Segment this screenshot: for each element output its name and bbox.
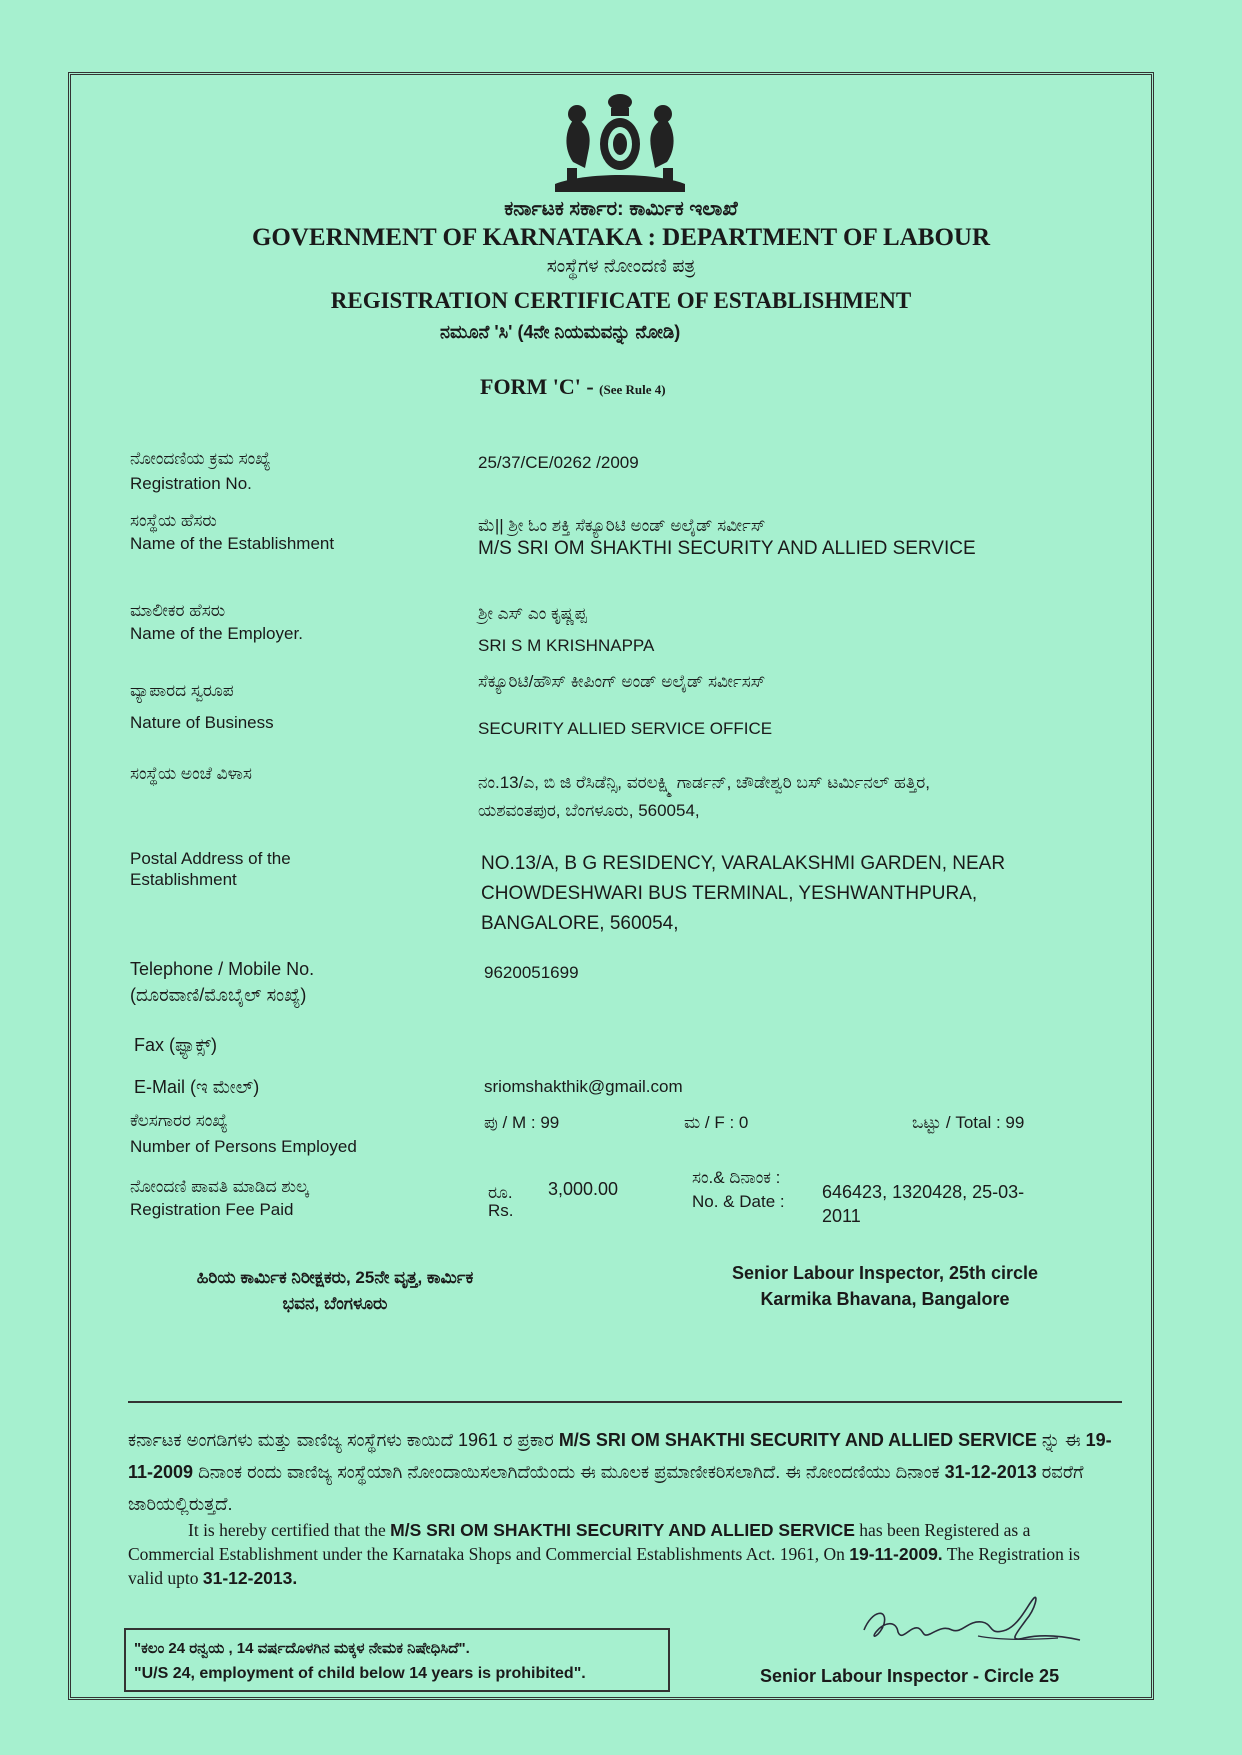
karnataka-emblem-icon bbox=[545, 88, 695, 196]
persons-label: Number of Persons Employed bbox=[130, 1137, 357, 1156]
signatory-en-line1: Senior Labour Inspector, 25th circle bbox=[731, 1263, 1039, 1283]
fee-label: Registration Fee Paid bbox=[130, 1200, 294, 1219]
fee-rs-kn: ರೂ. bbox=[488, 1183, 513, 1202]
address-line1: NO.13/A, B G RESIDENCY, VARALAKSHMI GARDEN, NEAR bbox=[481, 853, 1006, 874]
cert-kn-name: M/S SRI OM SHAKTHI SECURITY AND ALLIED SERVICE bbox=[558, 1430, 1037, 1450]
handwritten-signature bbox=[858, 1590, 1088, 1660]
fax-label: Fax (ಫ್ಯಾಕ್ಸ್) bbox=[134, 1035, 218, 1055]
cert-en-date2: 31-12-2013. bbox=[202, 1568, 298, 1588]
fee-no-label-kn: ಸಂ.& ದಿನಾಂಕ : bbox=[692, 1168, 781, 1187]
address-kn-line1: ನಂ.13/ಎ, ಬಿ ಜಿ ರೆಸಿಡೆನ್ಸಿ, ವರಲಕ್ಷ್ಮಿ ಗಾರ್ಡನ್, ಚೌಡೇಶ್ವರಿ ಬಸ್ ಟರ್ಮಿನಲ್ ಹತ್ತಿರ, bbox=[478, 773, 931, 792]
persons-label-kn: ಕೆಲಸಗಾರರ ಸಂಖ್ಯೆ bbox=[130, 1111, 228, 1130]
phone-label-kn: (ದೂರವಾಣಿ/ಮೊಬೈಲ್ ಸಂಖ್ಯೆ) bbox=[130, 985, 307, 1005]
cert-en-a: It is hereby certified that the bbox=[188, 1520, 391, 1540]
employer-label: Name of the Employer. bbox=[130, 624, 303, 643]
cert-kn-d: ರವರೆಗೆ ಜಾರಿಯಲ್ಲಿರುತ್ತದೆ. bbox=[128, 1462, 1084, 1514]
cert-kn-b: ನ್ನು ಈ bbox=[1036, 1430, 1086, 1450]
notice-kn: "ಕಲಂ 24 ರನ್ವಯ , 14 ವರ್ಷದೊಳಗಿನ ಮಕ್ಕಳ ನೇಮಕ ನಿಷೇಧಿಸಿದೆ". bbox=[134, 1640, 470, 1657]
reg-no-label-kn: ನೋಂದಣಿಯ ಕ್ರಮ ಸಂಖ್ಯೆ bbox=[130, 449, 271, 468]
phone-label: Telephone / Mobile No. bbox=[130, 959, 315, 979]
cert-en-c: The Registration is valid upto bbox=[128, 1544, 1080, 1588]
address-label-1: Postal Address of the bbox=[130, 849, 291, 868]
fee-amount: 3,000.00 bbox=[548, 1179, 619, 1199]
notice-en: "U/S 24, employment of child below 14 years is prohibited". bbox=[134, 1665, 586, 1682]
fee-ref: 646423, 1320428, 25-03- bbox=[822, 1182, 1025, 1202]
est-name-value: M/S SRI OM SHAKTHI SECURITY AND ALLIED SERVICE bbox=[478, 538, 976, 559]
persons-total: ಒಟ್ಟು / Total : 99 bbox=[912, 1113, 1025, 1132]
signatory-kn-line2: ಭವನ, ಬೆಂಗಳೂರು bbox=[282, 1294, 388, 1313]
cert-en-b: has been Registered as a Commercial Establishment under the Karnataka Shops and Commercial Establishments Act. 1961, On bbox=[128, 1520, 1031, 1564]
business-label: Nature of Business bbox=[130, 713, 274, 732]
fee-rs: Rs. bbox=[488, 1201, 514, 1220]
certificate-title: REGISTRATION CERTIFICATE OF ESTABLISHMENT bbox=[330, 288, 912, 313]
business-value: SECURITY ALLIED SERVICE OFFICE bbox=[478, 719, 773, 738]
signatory-kannada bbox=[150, 1265, 520, 1317]
form-rule: (See Rule 4) bbox=[599, 382, 666, 397]
cert-kn-a: ಕರ್ನಾಟಕ ಅಂಗಡಿಗಳು ಮತ್ತು ವಾಣಿಜ್ಯ ಸಂಸ್ಥೆಗಳು ಕಾಯಿದೆ 1961 ರ ಪ್ರಕಾರ bbox=[128, 1430, 559, 1450]
signatory-en-line2: Karmika Bhavana, Bangalore bbox=[760, 1289, 1010, 1309]
est-name-label: Name of the Establishment bbox=[130, 534, 335, 553]
signatory-kn-line1: ಹಿರಿಯ ಕಾರ್ಮಿಕ ನಿರೀಕ್ಷಕರು, 25ನೇ ವೃತ್ತ, ಕಾರ್ಮಿಕ bbox=[196, 1268, 474, 1287]
business-label-kn: ವ್ಯಾಪಾರದ ಸ್ವರೂಪ bbox=[130, 681, 234, 700]
bottom-signatory: Senior Labour Inspector - Circle 25 bbox=[760, 1666, 1060, 1686]
address-kn-line2: ಯಶವಂತಪುರ, ಬೆಂಗಳೂರು, 560054, bbox=[478, 801, 700, 820]
cert-en-date1: 19-11-2009. bbox=[849, 1544, 943, 1564]
employer-label-kn: ಮಾಲೀಕರ ಹೆಸರು bbox=[130, 601, 226, 620]
fee-label-kn: ನೋಂದಣಿ ಪಾವತಿ ಮಾಡಿದ ಶುಲ್ಕ bbox=[130, 1177, 309, 1196]
cert-en-name: M/S SRI OM SHAKTHI SECURITY AND ALLIED SERVICE bbox=[390, 1520, 855, 1540]
address-label-2: Establishment bbox=[130, 870, 237, 889]
reg-no-label: Registration No. bbox=[130, 474, 252, 493]
persons-male: ಪು / M : 99 bbox=[484, 1113, 560, 1132]
address-label-kn: ಸಂಸ್ಥೆಯ ಅಂಚೆ ವಿಳಾಸ bbox=[130, 764, 252, 783]
est-name-label-kn: ಸಂಸ್ಥೆಯ ಹೆಸರು bbox=[130, 511, 217, 530]
fee-ref-2: 2011 bbox=[822, 1206, 861, 1226]
address-line2: CHOWDESHWARI BUS TERMINAL, YESHWANTHPURA, bbox=[481, 883, 978, 904]
fee-no-label: No. & Date : bbox=[692, 1192, 785, 1211]
cert-kn-date2: 31-12-2013 bbox=[944, 1462, 1037, 1482]
certification-kannada bbox=[128, 1424, 1118, 1520]
email-label: E-Mail (ಇ ಮೇಲ್) bbox=[134, 1077, 260, 1097]
form-heading bbox=[480, 374, 666, 400]
child-labour-notice bbox=[124, 1628, 670, 1692]
persons-female: ಮ / F : 0 bbox=[684, 1113, 749, 1132]
employer-value-kn: ಶ್ರೀ ಎಸ್ ಎಂ ಕೃಷ್ಣಪ್ಪ bbox=[478, 604, 587, 623]
email-value: sriomshakthik@gmail.com bbox=[484, 1077, 683, 1096]
signatory-english bbox=[660, 1260, 1110, 1312]
divider bbox=[128, 1401, 1122, 1403]
kannada-department-heading: ಕರ್ನಾಟಕ ಸರ್ಕಾರ: ಕಾರ್ಮಿಕ ಇಲಾಖೆ bbox=[504, 198, 738, 220]
form-label: FORM 'C' - bbox=[480, 374, 600, 399]
phone-value: 9620051699 bbox=[484, 963, 579, 982]
reg-no-value: 25/37/CE/0262 /2009 bbox=[478, 453, 639, 472]
est-name-value-kn: ಮೆ|| ಶ್ರೀ ಓಂ ಶಕ್ತಿ ಸೆಕ್ಯೂರಿಟಿ ಅಂಡ್ ಅಲೈಡ್ ಸರ್ವೀಸ್ bbox=[478, 516, 766, 535]
certification-english bbox=[128, 1518, 1118, 1590]
employer-value: SRI S M KRISHNAPPA bbox=[478, 636, 655, 655]
kannada-certificate-heading: ಸಂಸ್ಥೆಗಳ ನೋಂದಣಿ ಪತ್ರ bbox=[546, 256, 696, 277]
address-line3: BANGALORE, 560054, bbox=[481, 913, 679, 934]
department-heading: GOVERNMENT OF KARNATAKA : DEPARTMENT OF LABOUR bbox=[251, 224, 991, 251]
cert-kn-c: ದಿನಾಂಕ ರಂದು ವಾಣಿಜ್ಯ ಸಂಸ್ಥೆಯಾಗಿ ನೋಂದಾಯಿಸಲಾಗಿದೆಯೆಂದು ಈ ಮೂಲಕ ಪ್ರಮಾಣೀಕರಿಸಲಾಗಿದೆ. ಈ ನೋಂದಣಿಯು ದಿನಾಂಕ bbox=[193, 1462, 945, 1482]
kannada-form-heading: ನಮೂನೆ 'ಸಿ' (4ನೇ ನಿಯಮವನ್ನು ನೋಡಿ) bbox=[440, 322, 681, 342]
cert-kn-date1: 19-11-2009 bbox=[128, 1430, 1112, 1482]
business-value-kn: ಸೆಕ್ಯೂರಿಟಿ/ಹೌಸ್ ಕೀಪಿಂಗ್ ಅಂಡ್ ಅಲೈಡ್ ಸರ್ವೀಸಸ್ bbox=[478, 672, 766, 691]
